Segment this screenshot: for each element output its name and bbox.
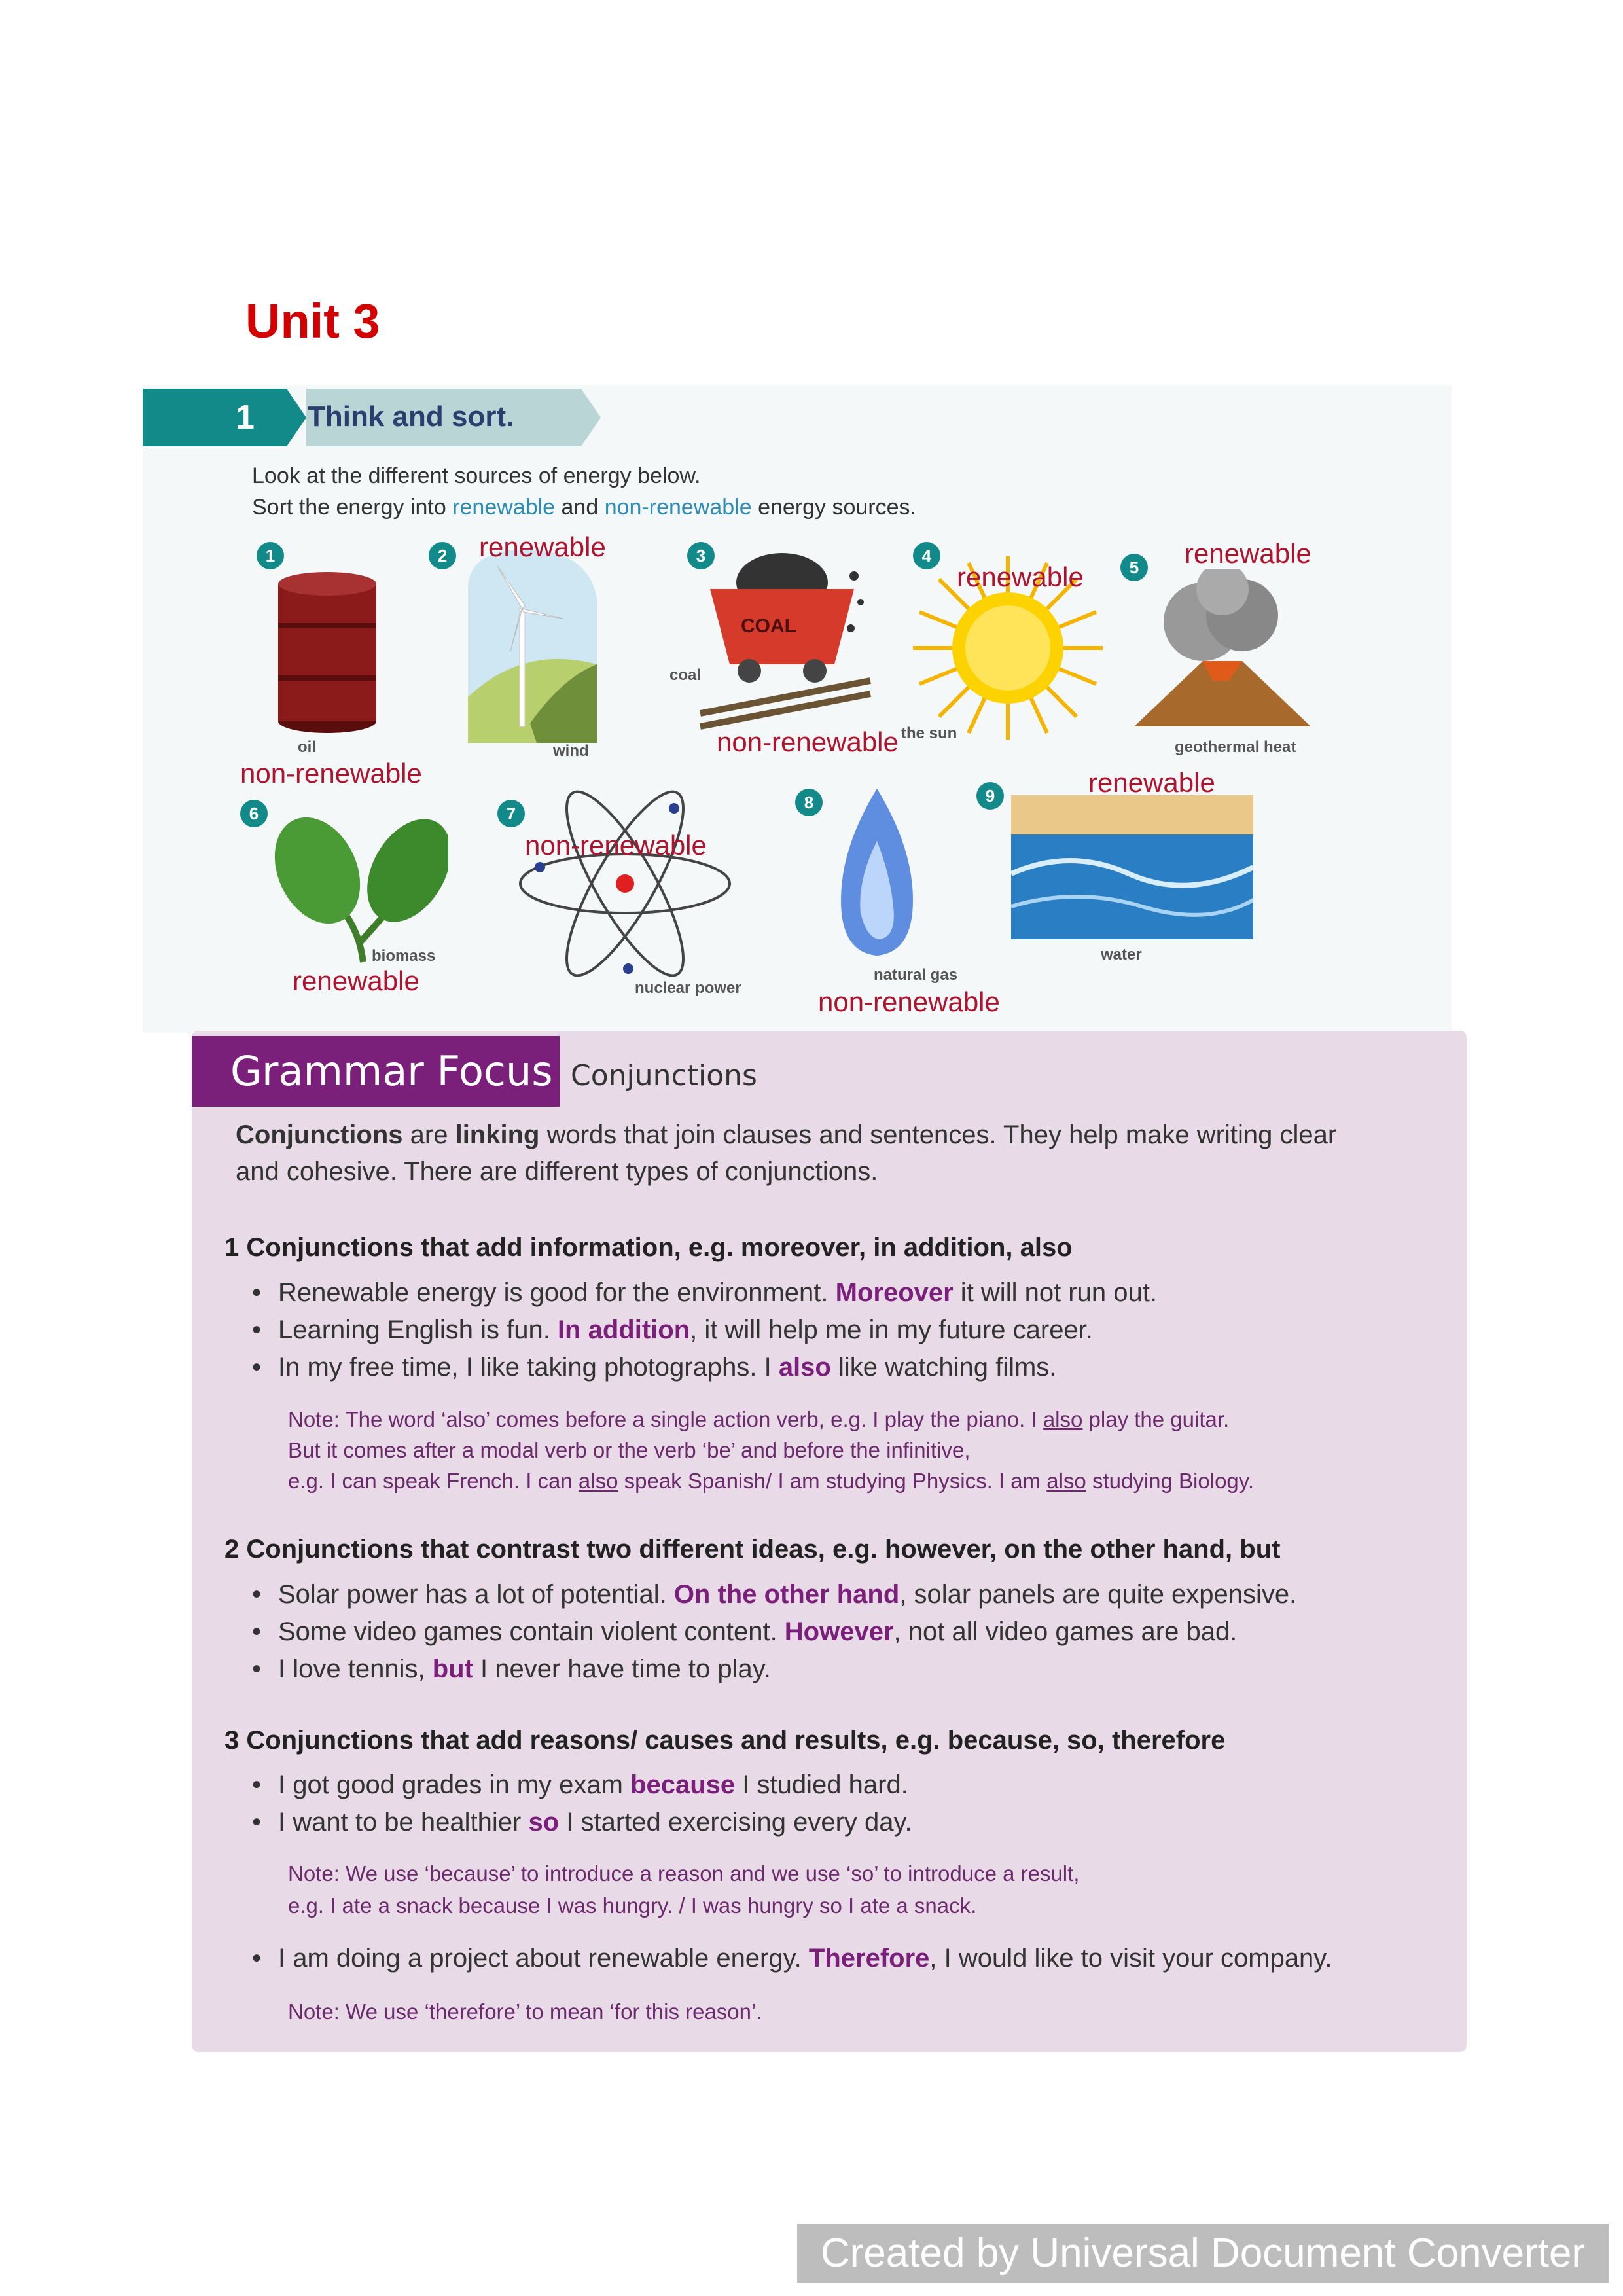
- section-3-heading: 3 Conjunctions that add reasons/ causes and results, e.g. because, so, therefore: [224, 1726, 1226, 1755]
- caption-wind: wind: [553, 742, 589, 760]
- answer-sun: renewable: [957, 562, 1084, 592]
- answer-oil: non-renewable: [240, 758, 422, 789]
- caption-sun: the sun: [901, 725, 957, 742]
- section-3-example-1: • I got good grades in my exam because I studied hard.: [252, 1770, 908, 1799]
- section-1-example-1: • Renewable energy is good for the environment. Moreover it will not run out.: [252, 1278, 1157, 1307]
- answer-biomass: renewable: [293, 965, 419, 996]
- section-3-note-line-3: Note: We use ‘therefore’ to mean ‘for this reason’.: [288, 2000, 762, 2024]
- section-2-heading: 2 Conjunctions that contrast two different ideas, e.g. however, on the other hand, but: [224, 1535, 1281, 1564]
- caption-oil: oil: [298, 738, 316, 756]
- answer-water: renewable: [1088, 767, 1215, 798]
- exercise-instruction-1: Look at the different sources of energy below.: [252, 463, 701, 488]
- section-1-note-line-3: e.g. I can speak French. I can also speak Spanish/ I am studying Physics. I am also studying Biology.: [288, 1469, 1254, 1493]
- item-number-geothermal: 5: [1120, 554, 1148, 581]
- caption-geothermal: geothermal heat: [1175, 738, 1296, 756]
- answer-coal: non-renewable: [717, 726, 899, 757]
- gas-flame-image: [828, 782, 926, 959]
- item-number-gas: 8: [795, 789, 823, 816]
- caption-nuclear: nuclear power: [635, 979, 741, 997]
- atom-image: [517, 789, 733, 978]
- caption-water: water: [1101, 946, 1142, 963]
- exercise-number: 1: [236, 399, 255, 437]
- section-2-example-1: • Solar power has a lot of potential. On the other hand, solar panels are quite expensive.: [252, 1580, 1297, 1609]
- answer-geothermal: renewable: [1185, 538, 1311, 569]
- grammar-focus-title: Grammar Focus: [230, 1047, 553, 1095]
- section-3-example-2: • I want to be healthier so I started exercising every day.: [252, 1808, 912, 1837]
- answer-nuclear: non-renewable: [525, 830, 707, 861]
- section-1-example-2: • Learning English is fun. In addition, it will help me in my future career.: [252, 1316, 1093, 1344]
- section-3-example-3: • I am doing a project about renewable energy. Therefore, I would like to visit your company.: [252, 1944, 1332, 1973]
- item-number-nuclear: 7: [497, 800, 525, 827]
- caption-coal: coal: [669, 666, 702, 684]
- volcano-image: [1131, 569, 1314, 733]
- coal-cart-image: [697, 543, 874, 733]
- section-1-note-line-2: But it comes after a modal verb or the verb ‘be’ and before the infinitive,: [288, 1438, 971, 1462]
- answer-wind: renewable: [479, 531, 606, 562]
- grammar-intro-line-2: and cohesive. There are different types of conjunctions.: [236, 1157, 878, 1186]
- biomass-leaves-image: [272, 812, 448, 969]
- section-1-example-3: • In my free time, I like taking photographs. I also like watching films.: [252, 1353, 1057, 1382]
- water-image: [1011, 795, 1253, 939]
- section-3-note-line-2: e.g. I ate a snack because I was hungry. / I was hungry so I ate a snack.: [288, 1893, 977, 1918]
- item-number-water: 9: [976, 782, 1004, 810]
- exercise-title: Think and sort.: [308, 401, 514, 433]
- section-3-note-line-1: Note: We use ‘because’ to introduce a reason and we use ‘so’ to introduce a result,: [288, 1861, 1080, 1886]
- caption-gas: natural gas: [874, 966, 958, 984]
- unit-title: Unit 3: [245, 294, 380, 348]
- section-1-note-line-1: Note: The word ‘also’ comes before a single action verb, e.g. I play the piano. I also play the guitar.: [288, 1407, 1230, 1431]
- grammar-focus-subtitle: Conjunctions: [571, 1059, 757, 1092]
- item-number-biomass: 6: [240, 800, 268, 827]
- item-number-oil: 1: [257, 542, 284, 569]
- caption-biomass: biomass: [372, 947, 436, 965]
- section-2-example-3: • I love tennis, but I never have time to play.: [252, 1655, 771, 1683]
- item-number-coal: 3: [687, 542, 715, 569]
- answer-gas: non-renewable: [818, 986, 1000, 1017]
- oil-barrel-image: [274, 571, 382, 734]
- grammar-intro-line-1: Conjunctions are linking words that join clauses and sentences. They help make writing clear: [236, 1121, 1337, 1149]
- coal-cart-label: COAL: [741, 615, 796, 637]
- wind-turbine-image: [458, 547, 599, 746]
- converter-watermark: Created by Universal Document Converter: [797, 2224, 1609, 2283]
- section-2-example-2: • Some video games contain violent content. However, not all video games are bad.: [252, 1617, 1238, 1646]
- item-number-wind: 2: [429, 542, 456, 569]
- exercise-instruction-2: Sort the energy into renewable and non-renewable energy sources.: [252, 495, 916, 520]
- section-1-heading: 1 Conjunctions that add information, e.g. moreover, in addition, also: [224, 1233, 1073, 1262]
- item-number-sun: 4: [913, 542, 940, 569]
